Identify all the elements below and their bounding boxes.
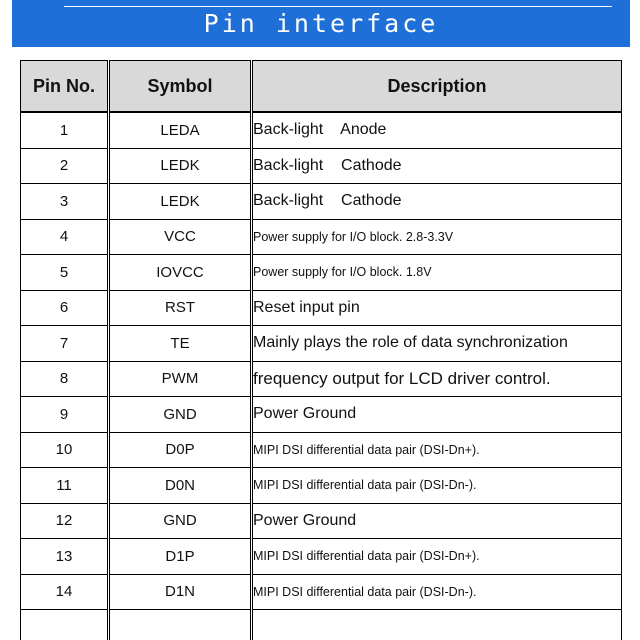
banner-divider-line xyxy=(64,6,612,7)
description-cell: frequency output for LCD driver control. xyxy=(252,361,622,397)
description-cell: MIPI DSI differential data pair (DSI-Dn-). xyxy=(252,574,622,610)
table-body xyxy=(21,112,622,640)
description-cell: Mainly plays the role of data synchronization xyxy=(252,326,622,362)
banner-title: Pin interface xyxy=(203,9,439,38)
symbol-cell: LEDK xyxy=(109,148,252,184)
symbol-cell: LEDK xyxy=(109,184,252,220)
pin-number-cell: 12 xyxy=(21,503,109,539)
description-cell: Power supply for I/O block. 1.8V xyxy=(252,255,622,291)
symbol-cell: D1P xyxy=(109,539,252,575)
table-row xyxy=(21,397,622,433)
pin-number-cell: 7 xyxy=(21,326,109,362)
table-row xyxy=(21,539,622,575)
symbol-cell: GND xyxy=(109,397,252,433)
pin-number-cell: 4 xyxy=(21,219,109,255)
table-row xyxy=(21,468,622,504)
pin-number-cell: 1 xyxy=(21,112,109,148)
description-cell: MIPI DSI differential data pair (DSI-Dn+). xyxy=(252,432,622,468)
table-row xyxy=(21,219,622,255)
symbol-cell: D0P xyxy=(109,432,252,468)
description-cell: MIPI DSI differential data pair (DSI-Dn-). xyxy=(252,468,622,504)
table-row xyxy=(21,184,622,220)
pin-number-cell: 5 xyxy=(21,255,109,291)
description-cell: Back-light Anode xyxy=(252,112,622,148)
symbol-cell: LEDA xyxy=(109,112,252,148)
pin-number-cell: 2 xyxy=(21,148,109,184)
table-row xyxy=(21,290,622,326)
description-cell: Reset input pin xyxy=(252,290,622,326)
pin-number-cell: 9 xyxy=(21,397,109,433)
pin-number-cell: 3 xyxy=(21,184,109,220)
pin-number-cell: 11 xyxy=(21,468,109,504)
description-cell: MIPI DSI differential data pair (DSI-Dn+). xyxy=(252,539,622,575)
empty-cell xyxy=(252,610,622,640)
pin-number-cell: 6 xyxy=(21,290,109,326)
pin-table xyxy=(20,60,622,640)
header-pin-no: Pin No. xyxy=(21,61,109,113)
symbol-cell: TE xyxy=(109,326,252,362)
symbol-cell: VCC xyxy=(109,219,252,255)
symbol-cell: RST xyxy=(109,290,252,326)
table-row xyxy=(21,326,622,362)
pin-number-cell: 13 xyxy=(21,539,109,575)
table-row xyxy=(21,503,622,539)
table-row xyxy=(21,148,622,184)
table-header-row xyxy=(21,61,622,113)
empty-cell xyxy=(21,610,109,640)
description-cell: Power Ground xyxy=(252,397,622,433)
table-row xyxy=(21,574,622,610)
description-cell: Power supply for I/O block. 2.8-3.3V xyxy=(252,219,622,255)
pin-number-cell: 10 xyxy=(21,432,109,468)
symbol-cell: IOVCC xyxy=(109,255,252,291)
pin-number-cell: 14 xyxy=(21,574,109,610)
description-cell: Back-light Cathode xyxy=(252,184,622,220)
table-row xyxy=(21,432,622,468)
table-row xyxy=(21,112,622,148)
empty-cell xyxy=(109,610,252,640)
table-row-cut-off xyxy=(21,610,622,640)
title-banner xyxy=(12,0,630,47)
header-symbol: Symbol xyxy=(109,61,252,113)
table-row xyxy=(21,361,622,397)
table-row xyxy=(21,255,622,291)
description-cell: Power Ground xyxy=(252,503,622,539)
pin-number-cell: 8 xyxy=(21,361,109,397)
description-cell: Back-light Cathode xyxy=(252,148,622,184)
symbol-cell: D1N xyxy=(109,574,252,610)
symbol-cell: GND xyxy=(109,503,252,539)
symbol-cell: D0N xyxy=(109,468,252,504)
header-description: Description xyxy=(252,61,622,113)
symbol-cell: PWM xyxy=(109,361,252,397)
